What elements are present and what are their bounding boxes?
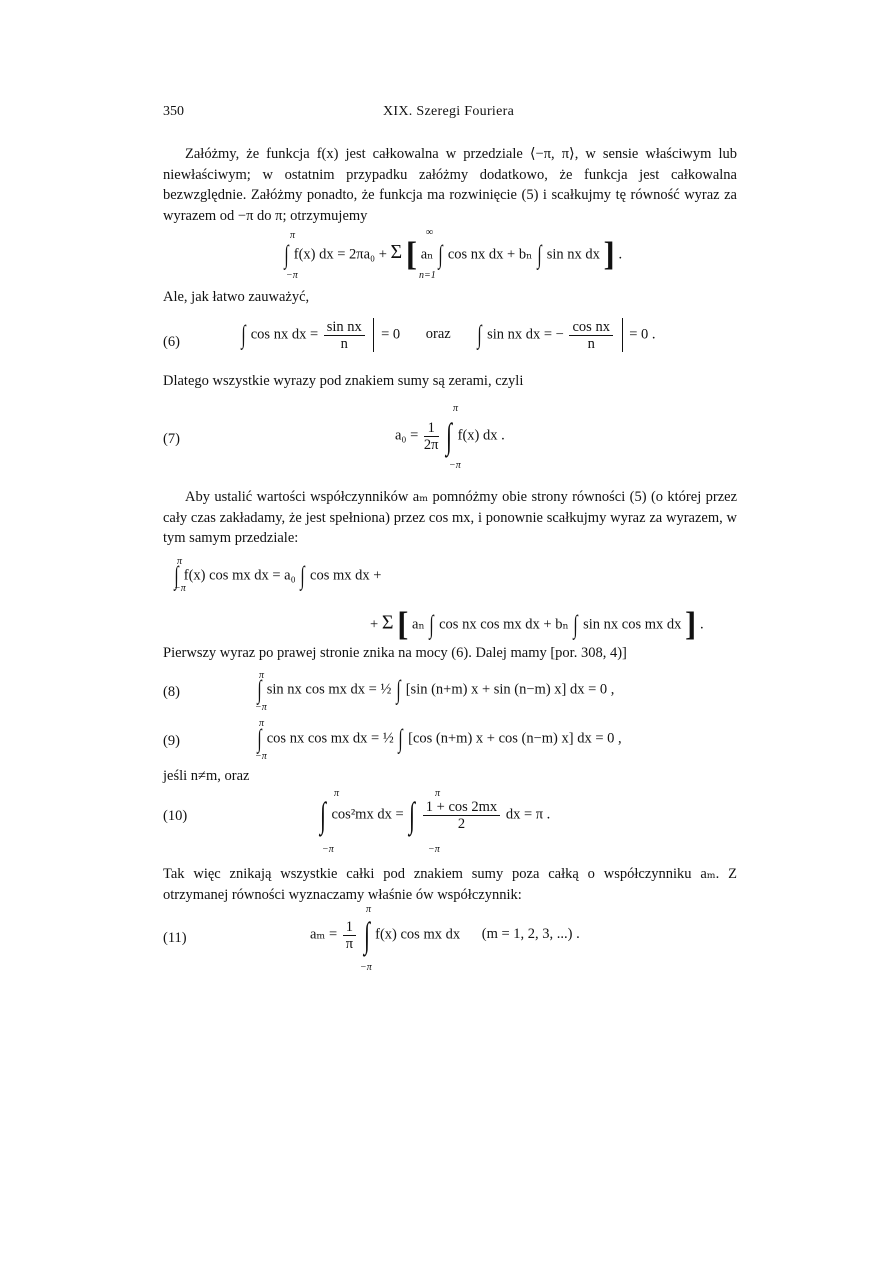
frac-num: 1 bbox=[343, 919, 356, 936]
eq-main-sin: sin nx dx bbox=[546, 246, 600, 263]
limit-upper: π bbox=[290, 230, 296, 241]
integral-sign: ∫ bbox=[398, 724, 404, 753]
eq11-label: (11) bbox=[163, 930, 187, 946]
frac-den: 2π bbox=[423, 436, 439, 453]
equation-8 bbox=[256, 677, 614, 703]
limit-lower: −π bbox=[255, 702, 267, 713]
integral-sign: ∫ bbox=[573, 610, 579, 639]
frac-num: 1 bbox=[424, 420, 439, 437]
eq10-a: cos²mx dx = bbox=[331, 806, 404, 823]
frac-num: cos nx bbox=[569, 319, 612, 336]
sum-sign: Σ bbox=[381, 611, 394, 634]
frac-den: π bbox=[345, 935, 354, 952]
eq-mult1-b: cos mx dx + bbox=[310, 567, 382, 584]
line-jesli: jeśli n≠m, oraz bbox=[163, 768, 250, 784]
eq6-zero: = 0 bbox=[381, 326, 401, 343]
fraction bbox=[423, 799, 500, 832]
integral-sign: ∫ bbox=[537, 240, 542, 269]
bracket-close: ] bbox=[685, 606, 697, 643]
fraction bbox=[343, 919, 356, 952]
eq-main-end: . bbox=[618, 246, 623, 263]
sum-upper: ∞ bbox=[426, 227, 434, 238]
integral-sign: ∫ bbox=[409, 795, 416, 835]
fraction bbox=[569, 319, 612, 352]
frac-den: n bbox=[587, 335, 595, 352]
integral-sign: ∫ bbox=[257, 724, 262, 753]
eq11-rhs: f(x) cos mx dx bbox=[375, 926, 461, 943]
equation-6 bbox=[240, 318, 656, 352]
eq11-lhs: aₘ = bbox=[310, 926, 338, 943]
sum-sign: Σ bbox=[390, 241, 403, 264]
limit-lower: −π bbox=[255, 751, 267, 762]
eq10-b: dx = π . bbox=[505, 806, 551, 823]
integral-sign: ∫ bbox=[319, 795, 326, 835]
line-ale: Ale, jak łatwo zauważyć, bbox=[163, 289, 310, 305]
eval-bar bbox=[622, 318, 623, 352]
limit-upper: π bbox=[435, 788, 441, 799]
eq6-zero-b: = 0 . bbox=[629, 326, 656, 343]
frac-den: 2 bbox=[457, 815, 466, 832]
eq8-b: [sin (n+m) x + sin (n−m) x] dx = 0 , bbox=[405, 681, 615, 698]
integral-sign: ∫ bbox=[446, 416, 453, 456]
eq-mult1-a: f(x) cos mx dx = a₀ bbox=[183, 567, 296, 584]
fraction bbox=[324, 319, 365, 352]
integral-sign: ∫ bbox=[284, 240, 289, 269]
limit-upper: π bbox=[259, 718, 265, 729]
eq7-rhs: f(x) dx . bbox=[457, 427, 505, 444]
equation-multiplied-1 bbox=[173, 563, 381, 589]
equation-11 bbox=[310, 917, 580, 953]
eq9-b: [cos (n+m) x + cos (n−m) x] dx = 0 , bbox=[408, 730, 622, 747]
frac-num: sin nx bbox=[324, 319, 365, 336]
integral-sign: ∫ bbox=[241, 320, 246, 349]
eq9-label: (9) bbox=[163, 733, 180, 749]
limit-lower: −π bbox=[449, 460, 461, 471]
limit-lower: −π bbox=[360, 962, 372, 973]
limit-lower: −π bbox=[286, 270, 298, 281]
page-number: 350 bbox=[163, 104, 184, 119]
eq7-lhs: a₀ = bbox=[395, 427, 419, 444]
limit-upper: π bbox=[334, 788, 340, 799]
limit-upper: π bbox=[177, 556, 183, 567]
limit-lower: −π bbox=[428, 844, 440, 855]
paragraph-conclusion: Tak więc znikają wszystkie całki pod znakiem sumy poza całką o współczynniku aₘ. Z otrzymanej równości wyznaczamy właśnie ów współczynnik: bbox=[163, 866, 737, 903]
integral-sign: ∫ bbox=[429, 610, 435, 639]
eq-mult2-b: cos nx cos mx dx + bₙ bbox=[439, 616, 569, 633]
integral-sign: ∫ bbox=[477, 320, 483, 349]
paragraph-intro: Załóżmy, że funkcja f(x) jest całkowalna w przedziale ⟨−π, π⟩, w sensie właściwym lub niewłaściwym; w ostatnim przypadku załóżmy dodatkowo, że funkcja jest całkowalna bezwzględnie. Załóżmy ponadto, że funkcja ma rozwinięcie (5) i scałkujmy tę równość wyraz za wyrazem od −π do π; otrzymujemy bbox=[163, 146, 737, 224]
equation-7 bbox=[395, 418, 505, 454]
eq9-a: cos nx cos mx dx = ½ bbox=[266, 730, 394, 747]
running-title: XIX. Szeregi Fouriera bbox=[383, 104, 515, 119]
eq6-left: cos nx dx = bbox=[250, 326, 319, 343]
equation-10 bbox=[318, 797, 550, 833]
frac-den: n bbox=[340, 335, 348, 352]
paragraph-coefficients: Aby ustalić wartości współczynników aₘ pomnóżmy obie strony równości (5) (o której przez cały czas zakładamy, że jest spełniona) przez cos mx, i ponownie scałkujmy wyraz za wyrazem, w tym samym przedziale: bbox=[163, 489, 737, 546]
integral-sign: ∫ bbox=[363, 915, 370, 955]
line-pierwszy: Pierwszy wyraz po prawej stronie znika na mocy (6). Dalej mamy [por. 308, 4)] bbox=[163, 645, 627, 661]
eq-mult2-end: . bbox=[700, 616, 704, 633]
limit-upper: π bbox=[366, 904, 372, 915]
eq-main-an: aₙ bbox=[420, 246, 434, 263]
eq6-oraz: oraz bbox=[425, 326, 451, 343]
integral-sign: ∫ bbox=[396, 675, 401, 704]
eq8-a: sin nx cos mx dx = ½ bbox=[266, 681, 392, 698]
eq11-condition: (m = 1, 2, 3, ...) . bbox=[481, 926, 580, 943]
fraction bbox=[424, 420, 439, 453]
integral-sign: ∫ bbox=[257, 675, 262, 704]
integral-sign: ∫ bbox=[174, 561, 179, 590]
eq-main-cos: cos nx dx + bₙ bbox=[447, 246, 533, 263]
frac-num: 1 + cos 2mx bbox=[423, 799, 500, 816]
limit-upper: π bbox=[259, 670, 265, 681]
bracket-close: ] bbox=[603, 236, 615, 273]
bracket-open: [ bbox=[397, 606, 409, 643]
integral-sign: ∫ bbox=[438, 240, 443, 269]
eq6-right: sin nx dx = − bbox=[487, 326, 564, 343]
limit-lower: −π bbox=[174, 583, 186, 594]
eq10-label: (10) bbox=[163, 808, 188, 824]
eq8-label: (8) bbox=[163, 684, 180, 700]
line-dlatego: Dlatego wszystkie wyrazy pod znakiem sumy są zerami, czyli bbox=[163, 373, 524, 389]
eq-mult2-an: aₙ bbox=[412, 616, 425, 633]
eval-bar bbox=[373, 318, 374, 352]
equation-9 bbox=[256, 726, 622, 752]
equation-main bbox=[283, 236, 622, 274]
eq-mult2-c: sin nx cos mx dx bbox=[583, 616, 682, 633]
limit-upper: π bbox=[453, 403, 459, 414]
eq6-label: (6) bbox=[163, 334, 180, 350]
limit-lower: −π bbox=[322, 844, 334, 855]
eq7-label: (7) bbox=[163, 431, 180, 447]
plus-sign: + bbox=[370, 616, 379, 633]
bracket-open: [ bbox=[405, 236, 418, 273]
sum-lower: n=1 bbox=[419, 270, 436, 281]
integral-sign: ∫ bbox=[300, 561, 305, 590]
equation-multiplied-2 bbox=[370, 606, 704, 644]
eq-main-lhs: f(x) dx = 2πa₀ + bbox=[293, 246, 391, 263]
